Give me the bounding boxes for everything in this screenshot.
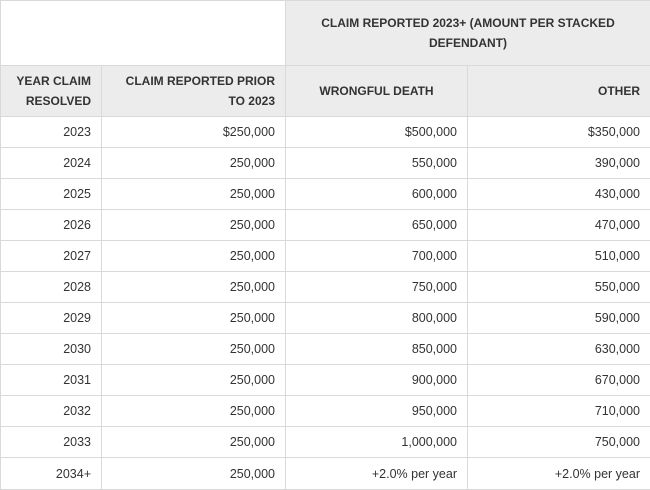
cell-other: 670,000 [468,365,650,396]
table-row [1,179,650,210]
table-row [1,148,650,179]
cell-other: 510,000 [468,241,650,272]
header-group-claim-reported-2023: CLAIM REPORTED 2023+ (AMOUNT PER STACKED DEFENDANT) [286,1,650,66]
cell-wrongful-death: 750,000 [286,272,468,303]
table-row [1,458,650,490]
cell-year: 2032 [1,396,102,427]
cell-wrongful-death: 700,000 [286,241,468,272]
cell-year: 2024 [1,148,102,179]
cell-year: 2027 [1,241,102,272]
cell-prior: 250,000 [102,179,286,210]
cell-wrongful-death: 850,000 [286,334,468,365]
cell-other: 710,000 [468,396,650,427]
cell-prior: 250,000 [102,396,286,427]
cell-prior: 250,000 [102,365,286,396]
cell-year: 2029 [1,303,102,334]
table-row [1,365,650,396]
cell-prior: 250,000 [102,303,286,334]
cell-prior: 250,000 [102,427,286,458]
table-row [1,272,650,303]
cell-wrongful-death: 950,000 [286,396,468,427]
table-row [1,117,650,148]
cell-wrongful-death: 650,000 [286,210,468,241]
cell-year: 2030 [1,334,102,365]
cell-year: 2033 [1,427,102,458]
cell-year: 2023 [1,117,102,148]
cell-year: 2026 [1,210,102,241]
cell-other: 590,000 [468,303,650,334]
header-year-claim-resolved: YEAR CLAIM RESOLVED [1,66,102,117]
cell-prior: 250,000 [102,148,286,179]
cell-other: 390,000 [468,148,650,179]
cell-wrongful-death: +2.0% per year [286,458,468,490]
cell-wrongful-death: $500,000 [286,117,468,148]
cell-other: +2.0% per year [468,458,650,490]
cell-prior: 250,000 [102,334,286,365]
cell-wrongful-death: 550,000 [286,148,468,179]
header-other: OTHER [468,66,650,117]
cell-other: 750,000 [468,427,650,458]
cell-other: 470,000 [468,210,650,241]
table-row [1,210,650,241]
cell-prior: 250,000 [102,458,286,490]
cell-wrongful-death: 600,000 [286,179,468,210]
cell-year: 2034+ [1,458,102,490]
cell-wrongful-death: 900,000 [286,365,468,396]
cell-year: 2025 [1,179,102,210]
cell-wrongful-death: 800,000 [286,303,468,334]
cell-other: 430,000 [468,179,650,210]
table-row [1,303,650,334]
table-row [1,427,650,458]
table-row [1,241,650,272]
cell-prior: 250,000 [102,241,286,272]
header-claim-reported-prior: CLAIM REPORTED PRIOR TO 2023 [102,66,286,117]
cell-prior: $250,000 [102,117,286,148]
cell-other: 630,000 [468,334,650,365]
cell-year: 2031 [1,365,102,396]
cell-wrongful-death: 1,000,000 [286,427,468,458]
header-blank-cell [1,1,286,66]
table-row [1,396,650,427]
cell-prior: 250,000 [102,210,286,241]
table-row [1,334,650,365]
header-wrongful-death: WRONGFUL DEATH [286,66,468,117]
cell-prior: 250,000 [102,272,286,303]
cell-other: $350,000 [468,117,650,148]
cell-other: 550,000 [468,272,650,303]
cell-year: 2028 [1,272,102,303]
